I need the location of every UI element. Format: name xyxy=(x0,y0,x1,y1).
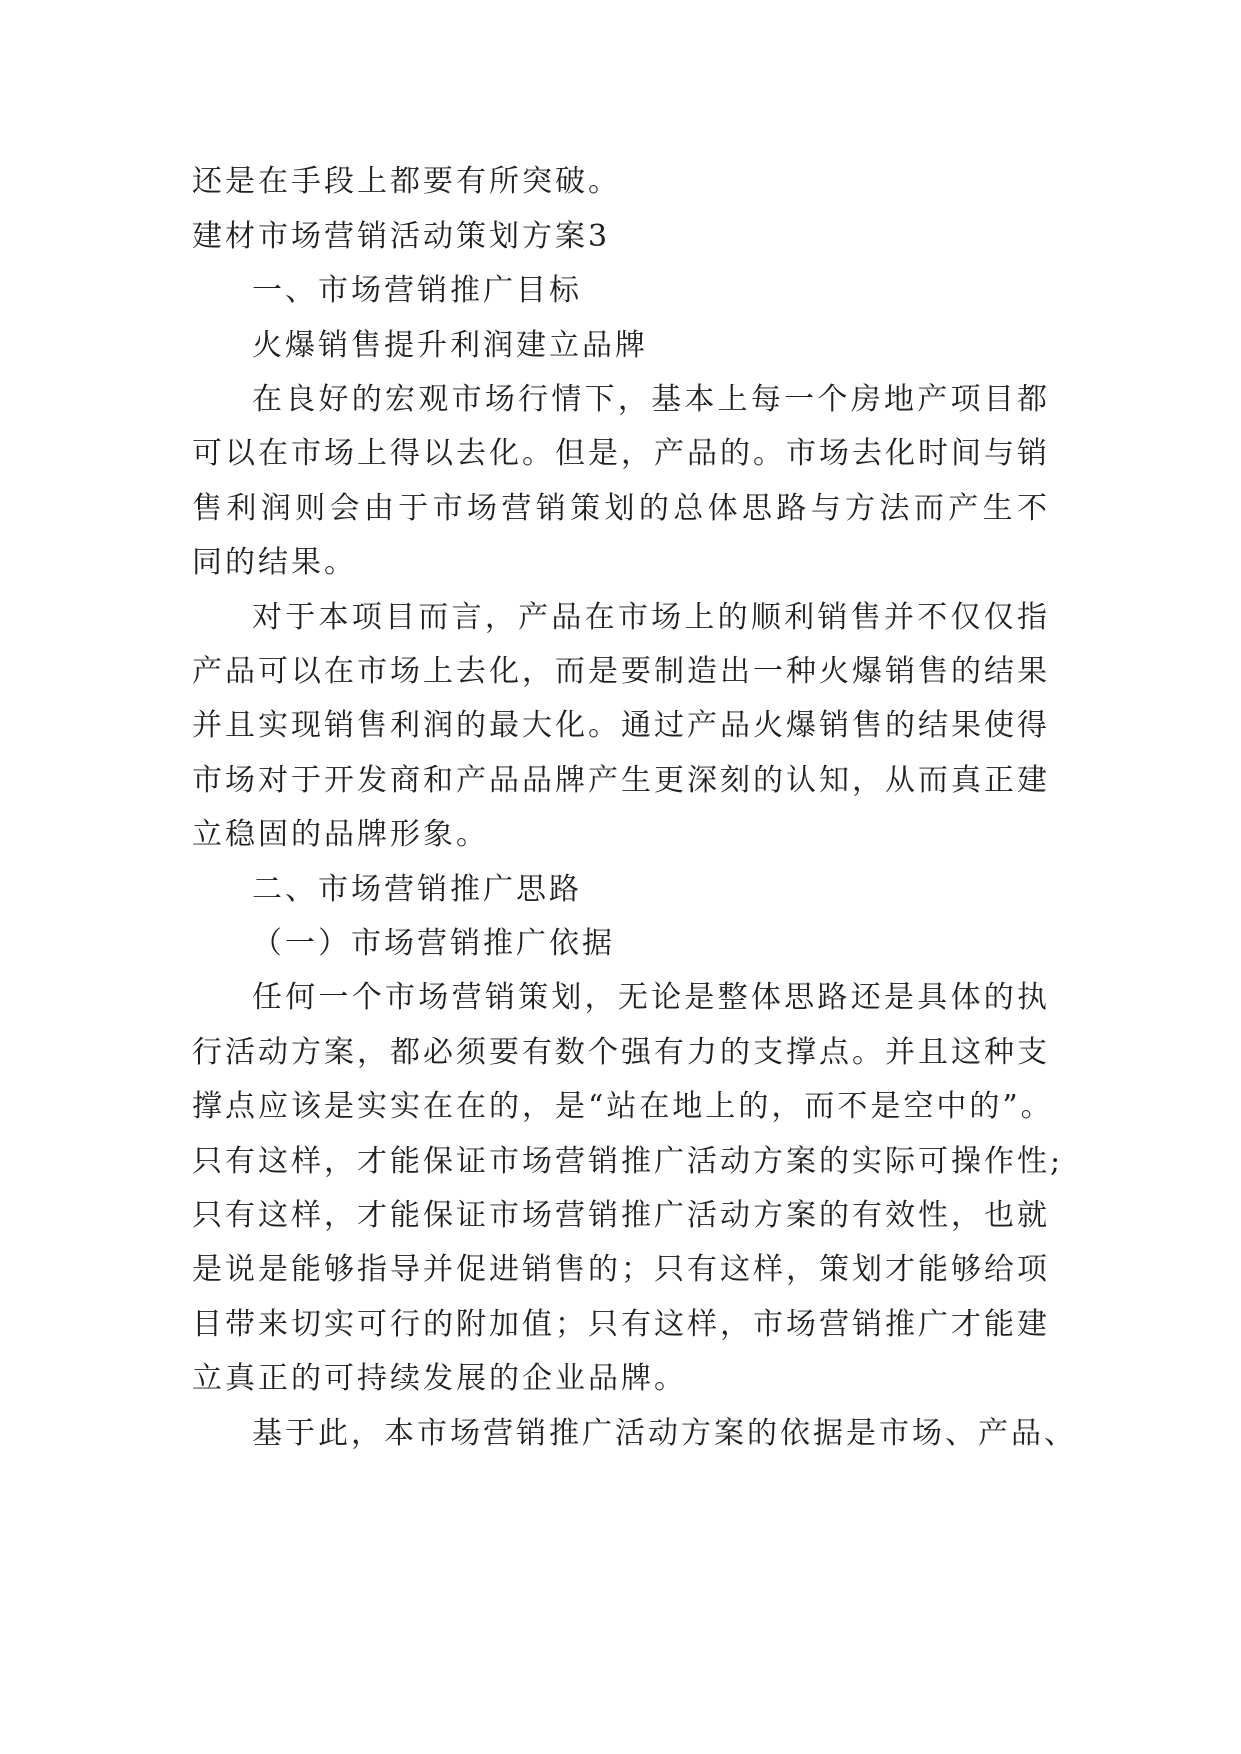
paragraph-line: 任何一个市场营销策划，无论是整体思路还是具体的执 xyxy=(252,980,1050,1015)
subheading: 火爆销售提升利润建立品牌 xyxy=(252,328,648,363)
heading-1: 一、市场营销推广目标 xyxy=(252,273,582,308)
paragraph-line: 是说是能够指导并促进销售的；只有这样，策划才能够给项 xyxy=(192,1252,1050,1287)
paragraph-line: 可以在市场上得以去化。但是，产品的。市场去化时间与销 xyxy=(192,436,1050,471)
paragraph-line: 市场对于开发商和产品品牌产生更深刻的认知，从而真正建 xyxy=(192,763,1050,798)
paragraph-line: 产品可以在市场上去化，而是要制造出一种火爆销售的结果 xyxy=(192,654,1050,689)
heading-2: 二、市场营销推广思路 xyxy=(252,872,582,907)
paragraph-line: 同的结果。 xyxy=(192,545,357,580)
paragraph-line: 在良好的宏观市场行情下，基本上每一个房地产项目都 xyxy=(252,382,1050,417)
paragraph-line: 撑点应该是实实在在的，是“站在地上的，而不是空中的”。 xyxy=(192,1089,1054,1124)
paragraph-line: 还是在手段上都要有所突破。 xyxy=(192,164,621,199)
section-title: 建材市场营销活动策划方案3 xyxy=(192,219,611,254)
paragraph-line: 立真正的可持续发展的企业品牌。 xyxy=(192,1361,687,1396)
paragraph-line: 基于此，本市场营销推广活动方案的依据是市场、产品、 xyxy=(252,1416,1077,1451)
paragraph-line: 对于本项目而言，产品在市场上的顺利销售并不仅仅指 xyxy=(252,600,1050,635)
paragraph-line: 立稳固的品牌形象。 xyxy=(192,817,489,852)
subheading: （一）市场营销推广依据 xyxy=(252,926,615,961)
paragraph-line: 目带来切实可行的附加值；只有这样，市场营销推广才能建 xyxy=(192,1307,1050,1342)
paragraph-line: 售利润则会由于市场营销策划的总体思路与方法而产生不 xyxy=(192,491,1050,526)
paragraph-line: 只有这样，才能保证市场营销推广活动方案的有效性，也就 xyxy=(192,1198,1050,1233)
paragraph-line: 行活动方案，都必须要有数个强有力的支撑点。并且这种支 xyxy=(192,1035,1050,1070)
paragraph-line: 只有这样，才能保证市场营销推广活动方案的实际可操作性; xyxy=(192,1144,1064,1179)
paragraph-line: 并且实现销售利润的最大化。通过产品火爆销售的结果使得 xyxy=(192,708,1050,743)
